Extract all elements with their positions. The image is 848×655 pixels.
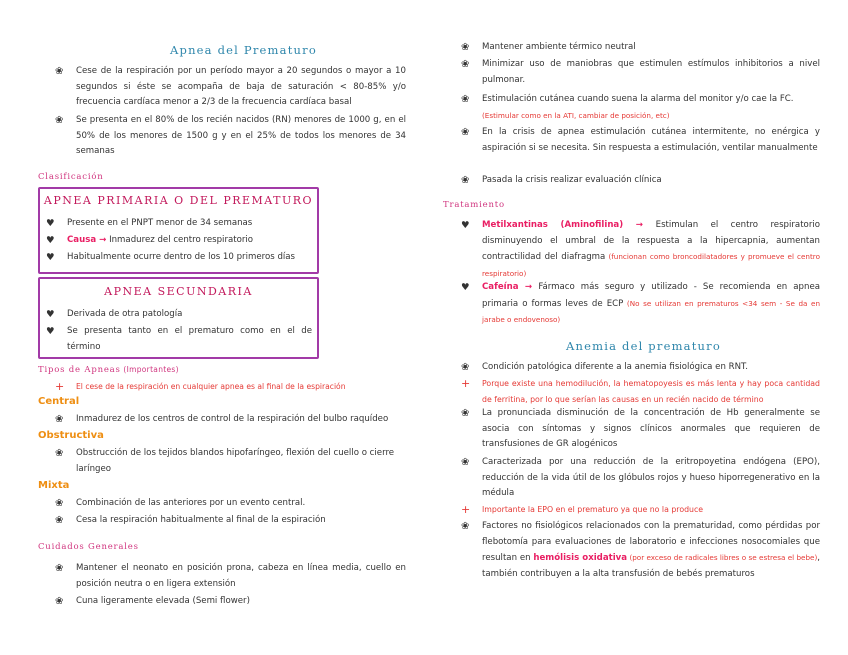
heart-icon: ♥	[461, 220, 470, 231]
primary-apnea-box	[38, 187, 319, 274]
list-item: Estimulación cutánea cuando suena la alarma del monitor y/o cae la FC. (Estimular como en la ATI, cambiar de posición, etc)	[482, 94, 794, 120]
list-item: Porque existe una hemodilución, la hematopoyesis es más lenta y hay poca cantidad de ferritina, por lo que serían las causas en un recién nacido de término	[482, 379, 820, 404]
flower-icon: ❀	[461, 175, 470, 186]
treatment-item: Cafeína → Fármaco más seguro y utilizado - Se recomienda en apnea primaria o formas leves de ECP (No se utilizan en prematuros <34 sem - Se da en jarabe o endovenoso)	[482, 282, 820, 324]
list-item: Causa → Inmadurez del centro respiratorio	[67, 235, 254, 245]
heart-icon: ♥	[46, 218, 55, 229]
intro-item: Se presenta en el 80% de los recién nacidos (RN) menores de 1000 g, en el 50% de los menores de 1500 g y en el 25% de todos los menores de 34 semanas	[76, 115, 406, 156]
list-item: Combinación de las anteriores por un evento central.	[76, 498, 306, 508]
flower-icon: ❀	[461, 127, 470, 138]
treatment-heading: Tratamiento	[443, 200, 505, 210]
list-item: Cesa la respiración habitualmente al final de la espiración	[76, 515, 326, 525]
cause-label: Causa →	[67, 235, 107, 245]
flower-icon: ❀	[55, 66, 64, 77]
list-item: En la crisis de apnea estimulación cutánea intermitente, no enérgica y aspiración si se necesita. Sin respuesta a estimulación, ventilar manualmente	[482, 127, 820, 153]
flower-icon: ❀	[461, 362, 470, 373]
list-item: Mantener el neonato en posición prona, cabeza en línea media, cuello en posición neutra o en ligera extensión	[76, 563, 406, 589]
treatment-item: Metilxantinas (Aminofilina) → Estimulan el centro respiratorio disminuyendo el umbral de la respuesta a la hipercapnia, aumentan contractilidad del diafragma (funcionan como broncodilatadores y promueve el centro respiratorio)	[482, 220, 821, 278]
drug-name: Metilxantinas (Aminofilina)	[482, 220, 624, 230]
list-item: Presente en el PNPT menor de 34 semanas	[67, 218, 253, 228]
flower-icon: ❀	[55, 414, 64, 425]
plus-icon: +	[461, 503, 471, 516]
plus-icon: +	[55, 380, 65, 393]
types-heading: Tipos de Apneas (Importantes)	[38, 365, 179, 375]
box-title: APNEA SECUNDARIA	[104, 285, 253, 298]
highlight-term: hemólisis oxidativa	[533, 553, 628, 563]
mixed-label: Mixta	[38, 480, 70, 491]
list-item: Minimizar uso de maniobras que estimulen estímulos inhibitorios a nivel pulmonar.	[482, 59, 820, 85]
flower-icon: ❀	[55, 448, 64, 459]
list-item: Factores no fisiológicos relacionados con la prematuridad, como pérdidas por flebotomía para evaluaciones de laboratorio e infecciones nosocomiales que resultan en hemólisis oxidativa (por exceso de radicales libres o se estresa el bebe), también contribuyen a la alta transfusión de bebés prematuros	[482, 521, 820, 579]
heart-icon: ♥	[461, 282, 470, 293]
list-item: Mantener ambiente térmico neutral	[482, 42, 636, 52]
heart-icon: ♥	[46, 309, 55, 320]
list-item: Pasada la crisis realizar evaluación clínica	[482, 175, 662, 185]
intro-item: Cese de la respiración por un período mayor a 20 segundos o mayor a 10 segundos si éste se acompaña de baja de saturación < 80-85% y/o frecuencia cardíaca menor a 2/3 de la frecuencia cardíaca basal	[76, 66, 406, 107]
types-note: El cese de la respiración en cualquier apnea es al final de la espiración	[76, 382, 346, 391]
box-title: APNEA PRIMARIA O DEL PREMATURO	[43, 194, 314, 207]
care-heading: Cuidados Generales	[38, 542, 139, 552]
drug-name: Cafeína	[482, 282, 519, 292]
flower-icon: ❀	[461, 521, 470, 532]
flower-icon: ❀	[461, 94, 470, 105]
list-item: Inmadurez de los centros de control de la respiración del bulbo raquídeo	[76, 414, 389, 424]
flower-icon: ❀	[461, 59, 470, 70]
secondary-apnea-box	[38, 277, 319, 359]
flower-icon: ❀	[55, 596, 64, 607]
flower-icon: ❀	[55, 115, 64, 126]
apnea-title: Apnea del Prematuro	[170, 43, 317, 57]
heart-icon: ♥	[46, 326, 55, 337]
flower-icon: ❀	[461, 42, 470, 53]
list-item: Importante la EPO en el prematuro ya que no la produce	[482, 505, 704, 514]
list-item: Se presenta tanto en el prematuro como en el de término	[67, 326, 312, 352]
list-item: Derivada de otra patología	[67, 309, 183, 319]
list-item: La pronunciada disminución de la concentración de Hb generalmente se asocia con síntomas y signos clínicos anormales que requieren de transfusiones de GR alogénicos	[482, 408, 820, 449]
heart-icon: ♥	[46, 235, 55, 246]
list-item: Obstrucción de los tejidos blandos hipofaríngeo, flexión del cuello o cierre laríngeo	[76, 448, 395, 474]
list-item: Cuna ligeramente elevada (Semi flower)	[76, 596, 250, 606]
anemia-title: Anemia del prematuro	[566, 339, 721, 353]
heart-icon: ♥	[46, 252, 55, 263]
list-item: Condición patológica diferente a la anemia fisiológica en RNT.	[482, 362, 748, 372]
list-item: Habitualmente ocurre dentro de los 10 primeros días	[67, 252, 296, 262]
obstructive-label: Obstructiva	[38, 430, 104, 441]
classification-heading: Clasificación	[38, 172, 104, 182]
flower-icon: ❀	[55, 515, 64, 526]
flower-icon: ❀	[55, 498, 64, 509]
flower-icon: ❀	[461, 408, 470, 419]
note-text: (Estimular como en la ATI, cambiar de posición, etc)	[482, 110, 670, 120]
list-item: Caracterizada por una reducción de la eritropoyetina endógena (EPO), reducción de la vida útil de los glóbulos rojos y hueso hiporregenerativo en la médula	[482, 457, 820, 498]
flower-icon: ❀	[461, 457, 470, 468]
flower-icon: ❀	[55, 563, 64, 574]
plus-icon: +	[461, 377, 471, 390]
central-label: Central	[38, 396, 80, 407]
